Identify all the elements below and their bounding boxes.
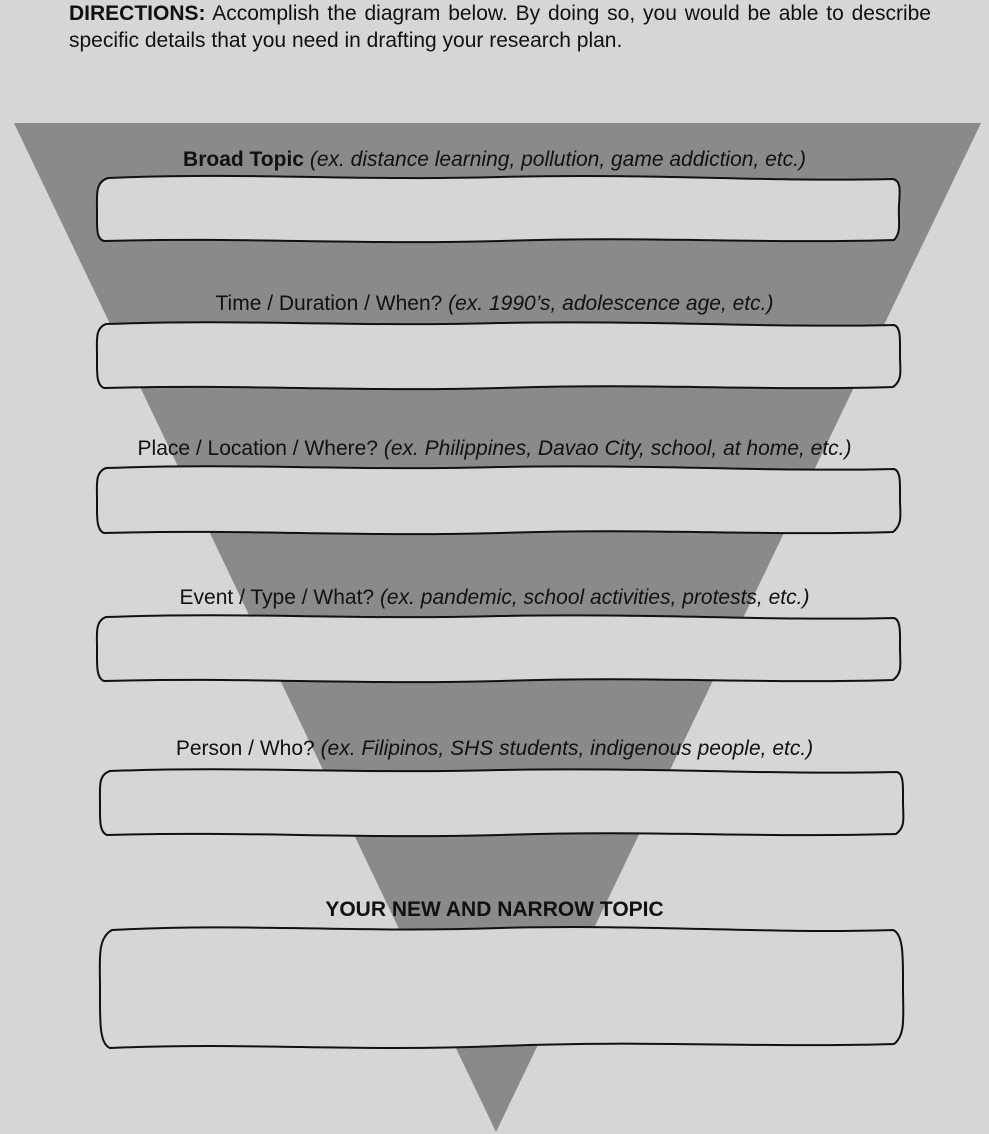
event-box[interactable]: [97, 615, 901, 682]
event-title: Event / Type / What?: [179, 586, 375, 609]
broad-topic-label: [0, 148, 989, 172]
event-label: [0, 586, 989, 610]
narrow-topic-box[interactable]: [100, 927, 904, 1048]
directions-lead: DIRECTIONS:: [69, 2, 206, 25]
place-example: (ex. Philippines, Davao City, school, at home, etc.): [383, 437, 852, 460]
narrow-topic-label: [0, 898, 989, 922]
time-box[interactable]: [97, 322, 901, 389]
broad-topic-box[interactable]: [97, 176, 900, 242]
directions-text: Accomplish the diagram below. By doing so, you would be able to describe specific details that you need in drafting your research plan.: [69, 2, 931, 52]
person-example: (ex. Filipinos, SHS students, indigenous people, etc.): [320, 737, 814, 760]
broad-topic-title: Broad Topic: [183, 148, 304, 171]
time-example: (ex. 1990’s, adolescence age, etc.): [448, 292, 774, 315]
event-example: (ex. pandemic, school activities, protests, etc.): [379, 586, 810, 609]
person-label: [0, 737, 989, 761]
person-title: Person / Who?: [175, 737, 315, 760]
place-box[interactable]: [97, 466, 901, 534]
broad-topic-example: (ex. distance learning, pollution, game addiction, etc.): [309, 148, 806, 171]
time-title: Time / Duration / When?: [215, 292, 443, 315]
narrow-topic-title: YOUR NEW AND NARROW TOPIC: [325, 898, 664, 921]
time-label: [0, 292, 989, 316]
person-box[interactable]: [100, 769, 904, 836]
place-label: [0, 437, 989, 461]
place-title: Place / Location / Where?: [137, 437, 378, 460]
